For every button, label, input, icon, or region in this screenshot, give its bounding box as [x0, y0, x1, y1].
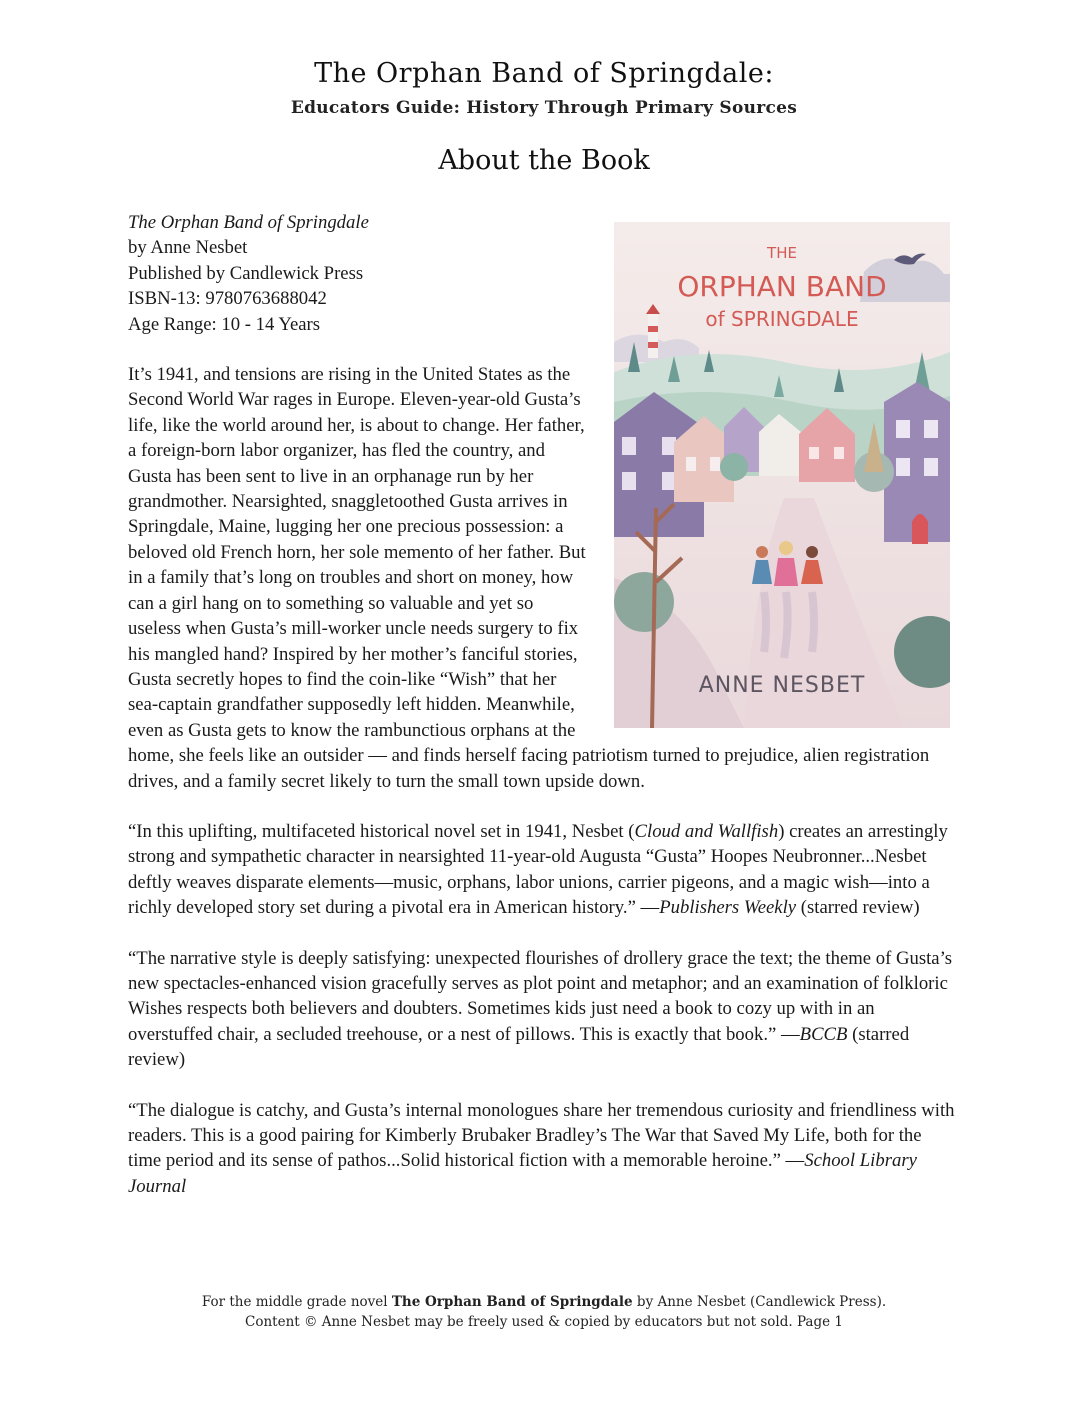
cover-title-line1: THE [767, 244, 797, 262]
book-cover-illustration [614, 222, 950, 728]
review-source: School Library Journal [128, 1150, 917, 1197]
cover-title-line3: of SPRINGDALE [705, 307, 859, 331]
review-bccb [128, 946, 958, 1073]
book-title: The Orphan Band of Springdale [128, 212, 369, 233]
book-author: by Anne Nesbet [128, 237, 248, 259]
review-publishers-weekly [128, 819, 958, 921]
footer-book-title: The Orphan Band of Springdale [391, 1294, 633, 1310]
review-text: “The dialogue is catchy, and Gusta’s internal monologues share her tremendous curiosity and friendliness with readers. This is a good pairing for Kimberly Brubaker Bradley’s The War that Saved My Life, both for the time period and its sense of pathos...Solid historical fiction with a memorable heroine.” — [128, 1099, 955, 1172]
review-suffix: (starred review) [128, 1023, 910, 1071]
cover-author: ANNE NESBET [698, 673, 866, 698]
book-summary: It’s 1941, and tensions are rising in the United States as the Second World War rages in Europe. Eleven-year-old Gusta’s life, like the world around her, is about to change. Her father, a foreign-born labor organizer, has fled the country, and Gusta has been sent to live in an orphanage run by her grandmother. Nearsighted, snaggletoothed Gusta arrives in Springdale, Maine, lugging her one precious possession: a beloved old French horn, her sole memento of her father. But in a family that’s long on troubles and short on money, how can a girl hang on to something so valuable and yet so useless when Gusta’s mill-worker uncle needs surgery to fix his mangled hand? Inspired by her mother’s fanciful stories, Gusta secretly hopes to find the coin-like “Wish” that her sea-captain grandfather supposedly left hidden. Meanwhile, even as Gusta gets to know the rambunctious orphans at the home, she feels like an outsider — and finds herself facing patriotism turned to prejudice, alien registration drives, and a family secret likely to turn the small town upside down. [128, 364, 930, 792]
review-text: “The narrative style is deeply satisfying: unexpected flourishes of drollery grace the text; the theme of Gusta’s new spectacles-enhanced vision gracefully serves as plot point and metaphor; and an examination of folkloric Wishes respects both believers and doubters. Sometimes kids just need a book to cozy up with in an overstuffed chair, a secluded treehouse, or a nest of pillows. This is exactly that book.” — [128, 947, 953, 1045]
review-text: ) creates an arrestingly strong and sympathetic character in nearsighted 11-year-old Augusta “Gusta” Hoopes Neubronner...Nesbet deftly weaves disparate elements—music, orphans, labor unions, carrier pigeons, and a magic wish—into a richly developed story set during a pivotal era in American history.” — [128, 820, 948, 919]
review-suffix: (starred review) [796, 897, 920, 919]
review-text: “In this uplifting, multifaceted historical novel set in 1941, Nesbet ( [128, 820, 635, 842]
footer-text: by Anne Nesbet (Candlewick Press). [632, 1294, 887, 1310]
main-content [128, 210, 958, 1224]
footer-text: For the middle grade novel [201, 1294, 392, 1310]
book-cover [614, 222, 950, 730]
document-title: The Orphan Band of Springdale: [314, 58, 774, 89]
section-heading: About the Book [438, 145, 650, 176]
footer-line2: Content © Anne Nesbet may be freely used & copied by educators but not sold. Page 1 [245, 1314, 843, 1330]
review-source: Publishers Weekly [659, 897, 797, 919]
book-age-range: Age Range: 10 - 14 Years [128, 313, 321, 335]
review-school-library-journal [128, 1098, 958, 1200]
cover-title-line2: ORPHAN BAND [677, 270, 887, 303]
book-isbn: ISBN-13: 9780763688042 [128, 288, 327, 310]
document-subtitle: Educators Guide: History Through Primary Sources [290, 98, 798, 118]
review-source: BCCB [799, 1023, 848, 1045]
review-title-italic: Cloud and Wallfish [634, 820, 779, 842]
book-publisher: Published by Candlewick Press [128, 262, 364, 284]
page-footer [0, 1292, 1088, 1332]
footer-line1 [0, 1292, 1088, 1312]
